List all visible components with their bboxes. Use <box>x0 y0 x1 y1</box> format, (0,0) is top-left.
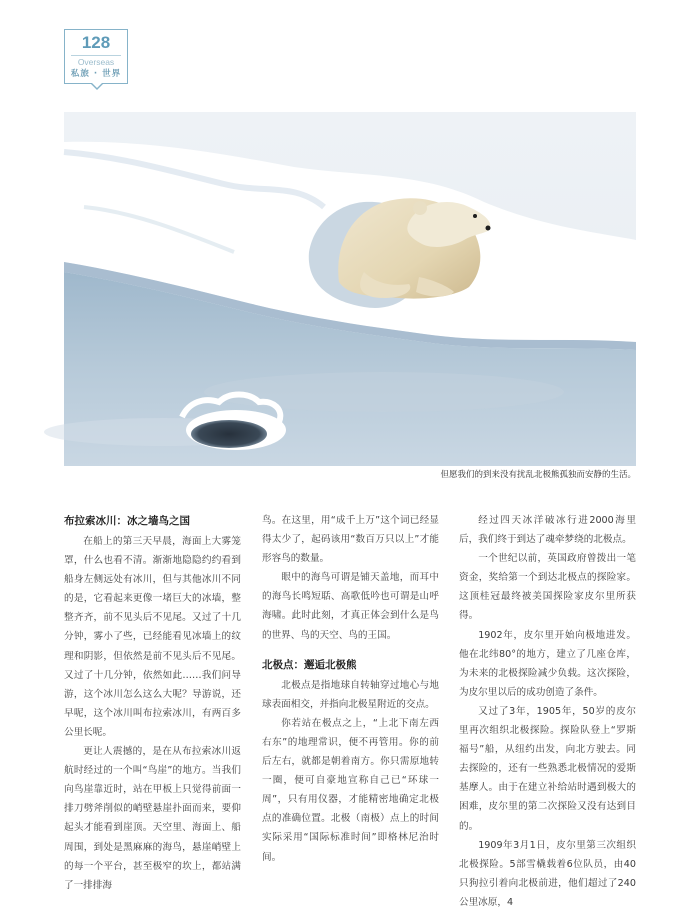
section-heading-bird-glacier: 布拉索冰川：冰之墙鸟之国 <box>64 515 190 527</box>
paragraph: 又过了3年，1905年，50岁的皮尔里再次组织北极探险。探险队登上“罗斯福号”船，从纽约出发，向北方驶去。同去探险的，还有一些熟悉北极情况的爱斯基摩人。由于在建立补给站时遇到极大的困难，皮尔里的第二次探险又没有达到目的。 <box>459 705 636 832</box>
page-number: 128 <box>81 33 111 52</box>
badge-pointer-inner <box>92 83 102 88</box>
polar-bear-photo <box>64 112 636 466</box>
section-label-en: Overseas <box>77 57 115 67</box>
paragraph: 北极点是指地球自转轴穿过地心与地球表面相交，并指向北极星附近的交点。 <box>262 679 439 710</box>
paragraph: 在船上的第三天早晨，海面上大雾笼罩，什么也看不清。渐渐地隐隐约约看到船身左侧远处有冰川，但与其他冰川不同的是，它看起来更像一堵巨大的冰墙，整整齐齐，前不见头后不见尾。又过了十几分钟，雾小了些，已经能看见冰墙上的纹理和阴影，但依然是前不见头后不见尾。又过了十几分钟，依然如此……我们问导游，这个冰川怎么这么大呢？导游说，还早呢，这个冰川叫布拉索冰川，有两百多公里长呢。 <box>64 536 241 738</box>
page-badge <box>64 29 128 84</box>
paragraph-continued: 鸟。在这里，用“成千上万”这个词已经显得太少了，起码该用“数百万只以上”才能形容鸟的数量。 <box>262 515 439 565</box>
paragraph: 你若站在极点之上，“上北下南左西右东”的地理常识，便不再管用。你的前后左右，就都是朝着南方。你只需原地转一圈，便可自豪地宣称自己已“环球一周”，只有用仪器，才能精密地确定北极点的准确位置。北极（南极）点上的时间实际采用“国际标准时间”即格林尼治时间。 <box>262 717 439 863</box>
article-column-2 <box>262 511 439 867</box>
paragraph: 眼中的海鸟可谓是铺天盖地，而耳中的海鸟长鸣短聒、高歌低吟也可谓是山呼海啸。此时此刻，才真正体会到什么是鸟的世界、鸟的天空、鸟的王国。 <box>262 572 439 641</box>
section-label-cn: 私旅 · 世界 <box>70 69 122 79</box>
polar-bear-illustration <box>64 112 636 466</box>
article-column-3 <box>459 511 636 912</box>
paragraph: 更让人震撼的，是在从布拉索冰川返航时经过的一个叫“鸟崖”的地方。当我们向鸟崖靠近时，站在甲板上只觉得前面一排刀劈斧削似的峭壁悬崖扑面而来，要仰起头才能看到崖顶。天空里、海面上、船周围，到处是黑麻麻的海鸟，悬崖峭壁上的每一个平台，甚至极窄的坎上，都站满了一排排海 <box>64 746 241 891</box>
paragraph: 经过四天冰洋破冰行进2000海里后，我们终于到达了魂牵梦绕的北极点。 <box>459 515 636 546</box>
section-heading-north-pole: 北极点：邂逅北极熊 <box>262 658 357 671</box>
badge-divider <box>71 55 121 56</box>
paragraph: 1909年3月1日，皮尔里第三次组织北极探险。5部雪橇载着6位队员，由40只狗拉引着向北极前进，他们超过了240公里冰原，4 <box>459 839 636 908</box>
paragraph: 一个世纪以前，英国政府曾拨出一笔资金，奖给第一个到达北极点的探险家。这顶桂冠最终被美国探险家皮尔里所获得。 <box>459 553 636 622</box>
paragraph: 1902年，皮尔里开始向极地进发。他在北纬80°的地方，建立了几座仓库，为未来的北极探险减少负载。这次探险，为皮尔里以后的成功创造了条件。 <box>459 629 636 698</box>
article-column-1 <box>64 511 241 895</box>
photo-caption: 但愿我们的到来没有扰乱北极熊孤独而安静的生活。 <box>440 470 636 480</box>
